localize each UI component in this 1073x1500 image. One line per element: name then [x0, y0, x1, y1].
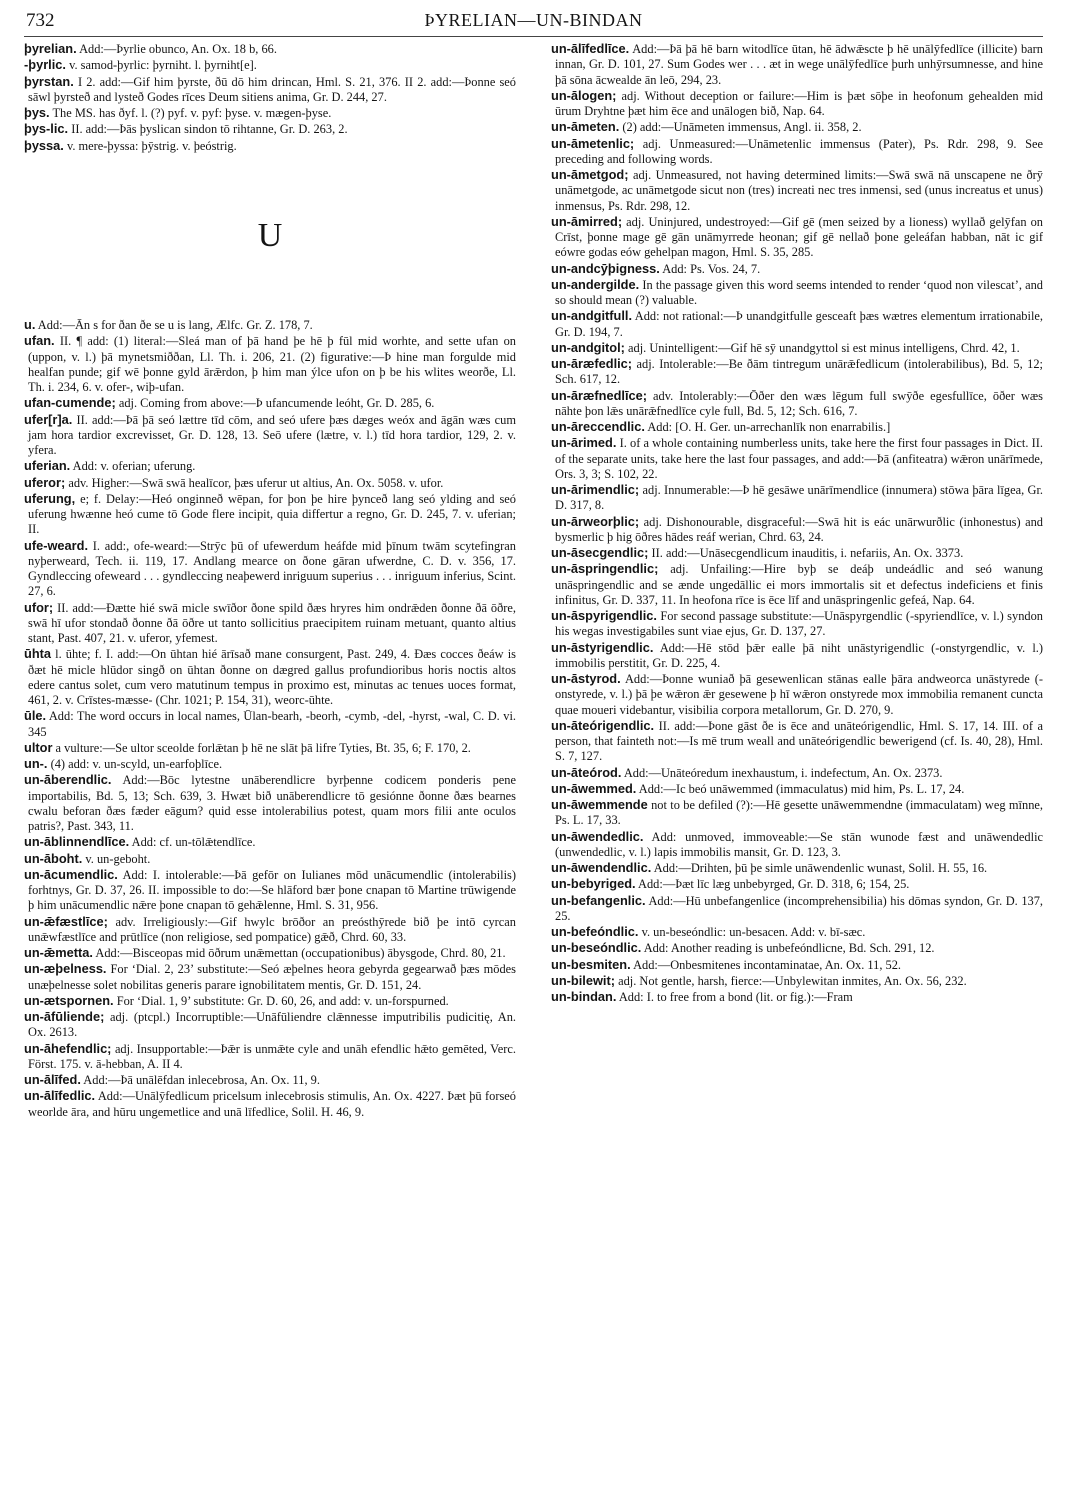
dictionary-entry — [24, 138, 516, 154]
entry-text: I 2. add:—Gif him þyrste, ðū dō him drincan, Hml. S. 21, 376. II 2. add:—Þonne seó sāwl þyrsteð and lysteð Godes rīces Deum sitiens anima, Gr. D. 244, 27. — [28, 74, 516, 104]
page-number: 732 — [26, 10, 55, 31]
entry-headword: þyssa. — [24, 137, 64, 153]
entry-text: adj. (ptcpl.) Incorruptible:—Unāfūliendre clǣnnesse imputribilis pudicitię, An. Ox. 2613. — [28, 1010, 516, 1040]
entry-headword: un-āteórod. — [551, 764, 622, 780]
entry-text: adj. Coming from above:—Þ ufancumende leóht, Gr. D. 285, 6. — [118, 396, 435, 411]
entry-headword: un-andgitfull. — [551, 308, 633, 324]
entry-headword: un-āræfedlic; — [551, 356, 633, 371]
entry-text: The MS. has ðyf. l. (?) pyf. v. pyf: þyse. v. mægen-þyse. — [52, 106, 332, 120]
entry-text: II. add:—Unāsecgendlicum inauditis, i. nefariis, An. Ox. 3373. — [651, 546, 964, 560]
dictionary-entry — [551, 119, 1043, 135]
entry-headword: un-andcӯþigness. — [551, 260, 660, 276]
entry-text: Add:—Unālӯfedlicum pricelsum inlecebrosis stimulis, An. Ox. 4227. Þæt þū forseó weorlde āra, and hūru ungemetlice and unā līfedlice, Solil. H. 46, 9. — [28, 1089, 516, 1119]
dictionary-entry — [551, 924, 1043, 940]
dictionary-entry — [24, 538, 516, 600]
dictionary-entry — [551, 277, 1043, 309]
dictionary-entry — [551, 876, 1043, 892]
entry-headword: -þyrlic. — [24, 57, 66, 73]
dictionary-entry — [551, 940, 1043, 956]
dictionary-entry — [551, 214, 1043, 261]
entry-text: Add:—Hē stōd þǣr ealle þā niht unāstyrigendlic (-onstyrgendlic, v. l.) immobilis perstitit, Gr. D. 225, 4. — [555, 640, 1043, 670]
entry-text: Add: unmoved, immoveable:—Se stān wunode fæst and unāwendedlic (unwendedlic, v. l.) lapis immobilis mansit, Gr. D. 123, 3. — [555, 829, 1043, 859]
dictionary-entry — [24, 772, 516, 834]
entry-text: adv. Intolerably:—Ōðer den wæs lēgum full swӯðe egesfullīce, ōðer wæs nāhte þon lǣs unārǣfnedlīce cyle full, Bd. 5, 12; Sch. 616, 7. — [555, 388, 1043, 418]
entry-text: adj. Unmeasured:—Unāmetenlic immensus (Pater), Ps. Rdr. 298, 9. See preceding and following words. — [555, 136, 1043, 166]
entry-text: Add:—Hū unbefangenlice (incomprehensibilia) his dōmas syndon, Gr. D. 137, 25. — [555, 893, 1043, 923]
dictionary-entry — [24, 708, 516, 740]
entry-headword: ufan-cumende; — [24, 395, 116, 411]
left-entries-before — [24, 41, 516, 154]
dictionary-entry — [551, 561, 1043, 608]
entry-text: Add:—Bisceopas mid ōðrum unǣmettan (occupationibus) ābysgode, Chrd. 80, 21. — [95, 946, 506, 960]
entry-text: (2) add:—Unāmeten immensus, Angl. ii. 358, 2. — [622, 120, 862, 135]
dictionary-entry — [551, 308, 1043, 340]
dictionary-entry — [24, 41, 516, 57]
entry-headword: un-andgitol; — [551, 339, 625, 355]
dictionary-entry — [24, 74, 516, 106]
dictionary-entry — [551, 829, 1043, 861]
entry-headword: un-ālogen; — [551, 87, 617, 103]
entry-headword: un-andergilde. — [551, 276, 640, 292]
entry-text: For ‘Dial. 1, 9’ substitute: Gr. D. 60, 26, and add: v. un-forspurned. — [116, 993, 449, 1008]
entry-text: Add:—Þā unālēfdan inlecebrosa, An. Ox. 11, 9. — [83, 1073, 320, 1087]
entry-text: Add:—Þyrlie obunco, An. Ox. 18 b, 66. — [79, 42, 277, 56]
entry-text: adj. Unmeasured, not having determined limits:—Swā swā nā unscapene ne ðrӯ unāmetgode, ac unāmetgode sicut non (tres) increati nec tres inmensi, sed (unus increatus et unus) inmensus, Ps. Rdr. 298, 12. — [555, 168, 1043, 213]
entry-headword: un-āberendlic. — [24, 772, 112, 788]
two-column-body — [24, 41, 1043, 1491]
dictionary-entry — [551, 482, 1043, 514]
dictionary-entry — [551, 514, 1043, 546]
dictionary-entry — [24, 317, 516, 333]
entry-text: I. add:, ofe-weard:—Strӯc þū of ufewerdum heáfde mid þīnum twām scytefingran nyþerweard, Tech. ii. 119, 17. Andlang mearce on ðone gāran ufwerdne, C. D. v. 356, 17. Gyndleccing ofeweard . . . gyndleccing neaþewerd inriguum superius . . . inriguum inferius, Scint. 27, 6. — [28, 538, 516, 599]
entry-headword: un-āwemmende — [551, 797, 648, 812]
entry-headword: un-ārimed. — [551, 435, 617, 451]
dictionary-entry — [24, 1072, 516, 1088]
entry-text: Add: Another reading is unbefeóndlicne, Bd. Sch. 291, 12. — [643, 941, 935, 956]
entry-headword: un-āwemmed. — [551, 780, 637, 796]
entry-text: adj. Unfailing:—Hire byþ se deáþ undeádlic and seó wanung unāspringendlic and se ænde ungedāllic ei mors immortalis sit et defectus indeficiens et finis infinitus, Gr. D. 337, 11. In heofona rīce is ēce līf and unāspringenlic gefeá, Nap. 64. — [555, 562, 1043, 607]
entry-headword: u. — [24, 317, 36, 332]
entry-text: II. add:—Þās þyslican sindon tō rihtanne, Gr. D. 263, 2. — [71, 122, 348, 137]
dictionary-entry — [551, 261, 1043, 277]
entry-text: adv. Higher:—Swā swā healīcor, þæs uferur ut altius, An. Ox. 5058. v. ufor. — [68, 475, 444, 490]
entry-headword: uferor; — [24, 474, 66, 490]
entry-headword: un-bebyriged. — [551, 876, 636, 892]
entry-headword: un-æþelness. — [24, 961, 107, 977]
entry-text: adj. Not gentle, harsh, fierce:—Unbylewitan inmites, An. Ox. 56, 232. — [618, 973, 967, 988]
entry-text: In the passage given this word seems intended to render ‘quod non vilescat’, and so should mean (?) valuable. — [555, 277, 1043, 307]
left-entries-after — [24, 317, 516, 1120]
entry-text: Add: Ps. Vos. 24, 7. — [662, 261, 761, 276]
entry-text: Add:—Drihten, þū þe simle unāwendenlic wunast, Solil. H. 55, 16. — [653, 861, 988, 875]
dictionary-entry — [24, 1088, 516, 1120]
entry-headword: un-āmeten. — [551, 119, 620, 135]
entry-text: v. un-beseóndlic: un-besacen. Add: v. bī-sæc. — [641, 925, 866, 939]
dictionary-entry — [551, 356, 1043, 388]
dictionary-entry — [551, 388, 1043, 420]
entry-headword: un-āwendedlic. — [551, 828, 644, 844]
entry-headword: un-āmirred; — [551, 213, 623, 229]
entry-text: Add:—Onbesmitenes incontaminatae, An. Ox. 11, 52. — [633, 957, 902, 972]
entry-text: Add: v. oferian; uferung. — [72, 459, 196, 474]
entry-text: adj. Without deception or failure:—Him is þæt sōþe in heofonum gehealden mid ūrum Dryhtne þæt him ēce and unālogen bið, Nap. 64. — [555, 88, 1043, 118]
entry-headword: un-ālīfedlīce. — [551, 41, 630, 56]
entry-text: e; f. Delay:—Heó onginneð wēpan, for þon þe hire þynceð lang seó ylding and seó uferung hwænne heó cume tō Gode flere incipit, quia differtur a regno, Gr. D. 245, 7. v. uferian; II. — [28, 491, 516, 537]
dictionary-entry — [551, 167, 1043, 214]
entry-headword: þys. — [24, 105, 50, 120]
left-column — [24, 41, 516, 1491]
entry-text: Add: I. to free from a bond (lit. or fig.):—Fram — [618, 990, 853, 1004]
entry-headword: un-āwendendlic. — [551, 860, 652, 875]
dictionary-entry — [24, 914, 516, 946]
dictionary-entry — [24, 945, 516, 961]
dictionary-entry — [551, 435, 1043, 482]
entry-text: adj. Intolerable:—Be ðām tintregum unārǣfedlicum (intolerabilibus), Bd. 5, 12; Sch. 617, 12. — [555, 357, 1043, 387]
entry-text: For second passage substitute:—Unāspyrgendlic (-spyriendlīce, v. l.) syndon his wegas investigabiles sunt viae ejus, Gr. D. 137, 27. — [555, 609, 1043, 639]
running-head: ÞYRELIAN—UN-BINDAN — [424, 10, 643, 30]
dictionary-entry — [551, 973, 1043, 989]
entry-headword: un-ālīfed. — [24, 1072, 81, 1087]
entry-headword: ufor; — [24, 599, 54, 615]
dictionary-entry — [551, 765, 1043, 781]
entry-text: Add:—Þonne wuniað þā gesewenlican stānas ealle þāra andweorca unāstyrede (-onstyrede, v. l.) þā þe wǣron ǣr gesewene þ hī wǣron onstyrede mox immobilia remanent cuncta quae moueri videbantur, visibilia corpora metallorum, Gr. D. 270, 9. — [555, 672, 1043, 717]
dictionary-entry — [551, 781, 1043, 797]
entry-headword: þys-lic. — [24, 121, 69, 137]
entry-text: Add: cf. un-tōlǣtendlīce. — [131, 835, 256, 850]
dictionary-entry — [24, 395, 516, 411]
entry-text: adj. Uninjured, undestroyed:—Gif gē (men seized by a lioness) wyllað gelӯfan on Crīst, þonne mage gē gān unāmyrrede heonan; gif gē nellað þone geleáfan habban, nāt ic gif eówre godas eów gehelpan magon, Hml. S. 35, 285. — [555, 214, 1043, 260]
entry-headword: un-āspyrigendlic. — [551, 608, 657, 623]
entry-text: Add: [O. H. Ger. un-arrechanlīk non enarrabilis.] — [647, 420, 891, 434]
dictionary-entry — [24, 756, 516, 772]
dictionary-entry — [551, 41, 1043, 88]
entry-headword: un-befangenlic. — [551, 892, 646, 908]
dictionary-entry — [24, 1009, 516, 1041]
entry-text: For ‘Dial. 2, 23’ substitute:—Seó æþelnes heora gebyrda gegearwað þæs mōdes unæþelnesse solet nobilitas generis parare ignobilitatem mentis, Gr. D. 151, 24. — [28, 962, 516, 992]
entry-headword: un-āmetenlic; — [551, 135, 635, 151]
dictionary-entry — [24, 121, 516, 137]
dictionary-entry — [24, 412, 516, 459]
entry-text: II. ¶ add: (1) literal:—Sleá man of þā hand þe hē þ fūl mid worhte, and sette ufan on (uppon, v. l.) þā mynetsmiððan, Ll. Th. i. 206, 21. (2) figurative:—Þ hine man forgulde mid healfan punde; gif wē þonne gyld ārǣrdon, þ him man ýlce ufon on þ be his wlites weorðe, Ll. Th. i. 234, 6. v. ofer-, wiþ-ufan. — [28, 334, 516, 394]
entry-text: v. un-geboht. — [85, 851, 151, 866]
entry-headword: ufer[r]a. — [24, 411, 73, 427]
entry-text: II. add:—Ðætte hié swā micle swīðor ðone spild ðæs hryres him ondrǣden ðonne ðā ōðre, swā hī ufor stondað ðonne ðā ōðre ut tanto sollicitius praecipitem ruinam metuant, quanto altius stant, Past. 407, 21. v. uferor, yfemest. — [28, 600, 516, 645]
dictionary-entry — [551, 340, 1043, 356]
entry-headword: un-āstyrigendlic. — [551, 639, 654, 655]
dictionary-entry — [551, 671, 1043, 718]
entry-text: Add:—Bōc lytestne unāberendlicre byrþenne codicem ponderis pene importabilis, Bd. 5, 13; Sch. 639, 3. Hwæt bið unāberendlicre tō gesiónne ðonne ðæs bearnes cwalu beforan ðæs fæder eāgum? quid esse intolerabilius potest, quam mors filii ante oculos patris?, Past. 343, 11. — [28, 773, 516, 833]
entry-headword: un-āspringendlic; — [551, 561, 659, 577]
dictionary-entry — [24, 57, 516, 73]
entry-text: Add: I. intolerable:—Þā gefōr on Iulianes mōd unācumendlic (intolerabilis) forhtnys, Gr. D. 37, 26. II. impossible to do:—Se hlāford bær þone cnapan tō Martine trūwigende þ him unācumendlic nǣre þone cnapan tō gehǣlenne, Hml. S. 31, 956. — [28, 867, 516, 913]
entry-headword: un-āteórigendlic. — [551, 717, 655, 733]
dictionary-entry — [24, 600, 516, 647]
entry-headword: un-āsecgendlic; — [551, 545, 649, 560]
entry-text: Add: The word occurs in local names, Ūlan-bearh, -beorh, -cymb, -del, -hyrst, -wal, C. D. vi. 345 — [28, 709, 516, 739]
entry-text: adj. Innumerable:—Þ hē gesāwe unārīmendlice (innumera) stōwa þāra līgea, Gr. D. 317, 8. — [555, 483, 1043, 513]
entry-headword: un-āblinnendlīce. — [24, 834, 130, 850]
entry-headword: ufe-weard. — [24, 537, 88, 553]
dictionary-entry — [24, 834, 516, 850]
entry-headword: un-ācumendlic. — [24, 866, 118, 882]
entry-headword: un-āboht. — [24, 850, 83, 866]
dictionary-entry — [24, 458, 516, 474]
entry-text: adv. Irreligiously:—Gif hwylc brōðor an preósthӯrede bið þe intō cyrcan unǣwfæstlīce and prūtlīce (non religiose, sed pompatice) gǣð, Chrd. 60, 33. — [28, 914, 516, 944]
entry-headword: un-ǣfæstlīce; — [24, 913, 108, 929]
page-header — [24, 8, 1043, 37]
dictionary-entry — [551, 419, 1043, 435]
entry-headword: þyrelian. — [24, 41, 77, 56]
entry-text: Add:—Ān s for ðan ðe se u is lang, Ælfc. Gr. Z. 178, 7. — [37, 318, 313, 332]
entry-headword: ūle. — [24, 708, 47, 724]
entry-text: adj. Insupportable:—Þǣr is unmǣte cyle and unāh efendlic hǣto gemēted, Verc. Först. 175. v. ā-hebban, A. II 4. — [28, 1041, 516, 1071]
entry-headword: un-ārweorþlic; — [551, 513, 640, 529]
dictionary-entry — [24, 105, 516, 121]
entry-headword: þyrstan. — [24, 73, 74, 89]
dictionary-entry — [24, 333, 516, 395]
entry-text: II. add:—Þā þā seó lættre tīd cōm, and seó ufere þæs dæges weóx and āgān wæs cum jam hora tardior excrevisset, Gr. D. 128, 13. Seō ufere (lætre, v. l.) tīd hora tardior, 129, 2. v. yfera. — [28, 412, 516, 457]
entry-text: l. ūhte; f. I. add:—On ūhtan hié ārīsað mane consurgent, Past. 249, 4. Ðæs cocces ðeáw is ðæt hē micle hlūdor singð on ūhtan ðonne on dægred gallus profundioribus horis noctis altos edere cantus solet, cum vero matutinum tempus in proximo est, minutas ac tenues uoces format, 461, 2. v. Crīstes-mæsse- (Chr. 1021; P. 154, 31), weorc-ūhte. — [28, 647, 516, 707]
entry-headword: un-beseóndlic. — [551, 940, 642, 956]
dictionary-entry — [551, 860, 1043, 876]
entry-headword: un-befeóndlic. — [551, 924, 639, 939]
entry-headword: un-. — [24, 756, 48, 771]
entry-headword: uferian. — [24, 458, 71, 474]
entry-headword: uferung, — [24, 490, 76, 506]
dictionary-entry — [24, 961, 516, 993]
dictionary-entry — [551, 718, 1043, 765]
dictionary-entry — [551, 545, 1043, 561]
entry-text: Add:—Unāteóredum inexhaustum, i. indefectum, An. Ox. 2373. — [623, 765, 943, 780]
dictionary-entry — [24, 851, 516, 867]
dictionary-entry — [551, 608, 1043, 640]
right-column — [551, 41, 1043, 1491]
entry-headword: un-ārimendlic; — [551, 482, 640, 497]
entry-headword: un-āreccendlic. — [551, 419, 645, 434]
dictionary-entry — [24, 867, 516, 914]
dictionary-entry — [24, 740, 516, 756]
entry-text: Add:—Þæt līc læg unbebyrged, Gr. D. 318, 6; 154, 25. — [638, 877, 910, 892]
entry-headword: ufan. — [24, 333, 55, 349]
dictionary-entry — [551, 797, 1043, 829]
dictionary-entry — [551, 989, 1043, 1005]
dictionary-entry — [551, 957, 1043, 973]
entry-headword: un-ālīfedlic. — [24, 1088, 96, 1104]
entry-headword: un-āstyrod. — [551, 671, 621, 686]
entry-text: Add: not rational:—Þ unandgitfulle gesceaft þæs wætres elementum irrationabile, Gr. D. 194, 7. — [555, 309, 1043, 339]
entry-headword: un-āhefendlic; — [24, 1040, 112, 1056]
entry-text: Add:—Þā þā hē barn witodlīce ūtan, hē ādwǣscte þ hē unālӯfedlīce (illicite) barn innan, Gr. D. 101, 27. Sum Godes wer . . . æt in wege unālӯfedlīce þurh unhӯrsumnesse, and hine þā sōna ācwealde ān leō, 294, 23. — [555, 42, 1043, 87]
dictionary-entry — [24, 1041, 516, 1073]
entry-headword: un-āfūliende; — [24, 1009, 105, 1024]
entry-headword: un-āræfnedlīce; — [551, 387, 647, 403]
entry-text: (4) add: v. un-scyld, un-earfoþlīce. — [50, 757, 223, 771]
entry-text: a vulture:—Se ultor sceolde forlǣtan þ hē ne slāt þā lifre Tyties, Bt. 35, 6; F. 170, 2. — [55, 740, 471, 755]
entry-headword: ultor — [24, 739, 53, 755]
dictionary-entry — [551, 640, 1043, 672]
entry-headword: un-ǣmetta. — [24, 945, 93, 960]
entry-text: adj. Dishonourable, disgraceful:—Swā hit is eác unārwurðlic (inhonestus) and bysmerlic þ hig ōðres hādes reáf werian, Chrd. 63, 24. — [555, 514, 1043, 544]
entry-headword: un-besmiten. — [551, 956, 631, 972]
entry-headword: un-bilewit; — [551, 972, 615, 988]
section-letter: U — [257, 216, 283, 254]
entry-text: Add:—Ic beó unāwemmed (immaculatus) mid him, Ps. L. 17, 24. — [638, 781, 965, 796]
entry-text: II. add:—Þone gāst ðe is ēce and unāteórigendlic, Hml. S. 17, 14. III. of a person, that fainteth not:—Is mē trum weall and unāteórigendlic bewerigend (cf. Is. 40, 28), Hml. S. 7, 127. — [555, 718, 1043, 764]
entry-text: v. mere-þyssa: þӯstrig. v. þeóstrig. — [66, 138, 237, 153]
entry-headword: ūhta — [24, 646, 52, 662]
dictionary-entry — [551, 136, 1043, 168]
dictionary-entry — [24, 993, 516, 1009]
entry-headword: un-bindan. — [551, 989, 617, 1004]
dictionary-entry — [24, 475, 516, 491]
dictionary-entry — [24, 491, 516, 538]
dictionary-entry — [551, 893, 1043, 925]
entry-text: adj. Unintelligent:—Gif hē sӯ unandgyttol si est minus intelligens, Chrd. 42, 1. — [628, 340, 1020, 355]
dictionary-entry — [24, 646, 516, 708]
entry-text: v. samod-þyrlic: þyrniht. l. þyrniht[e]. — [69, 58, 257, 73]
entry-headword: un-āmetgod; — [551, 167, 629, 182]
entry-text: I. of a whole containing numberless units, take here the first four passages in Dict. II. of the separate units, take here the last four passages, and add:—Þā (anfiteatra) wǣron unārīmede, Ors. 3, 3; S. 102, 22. — [555, 436, 1043, 481]
entry-text: not to be defiled (?):—Hē gesette unāwemmendne (immaculatam) weg mīnne, Ps. L. 17, 33. — [555, 798, 1043, 828]
dictionary-entry — [551, 88, 1043, 120]
right-entries — [551, 41, 1043, 1005]
entry-headword: un-ætspornen. — [24, 992, 114, 1008]
